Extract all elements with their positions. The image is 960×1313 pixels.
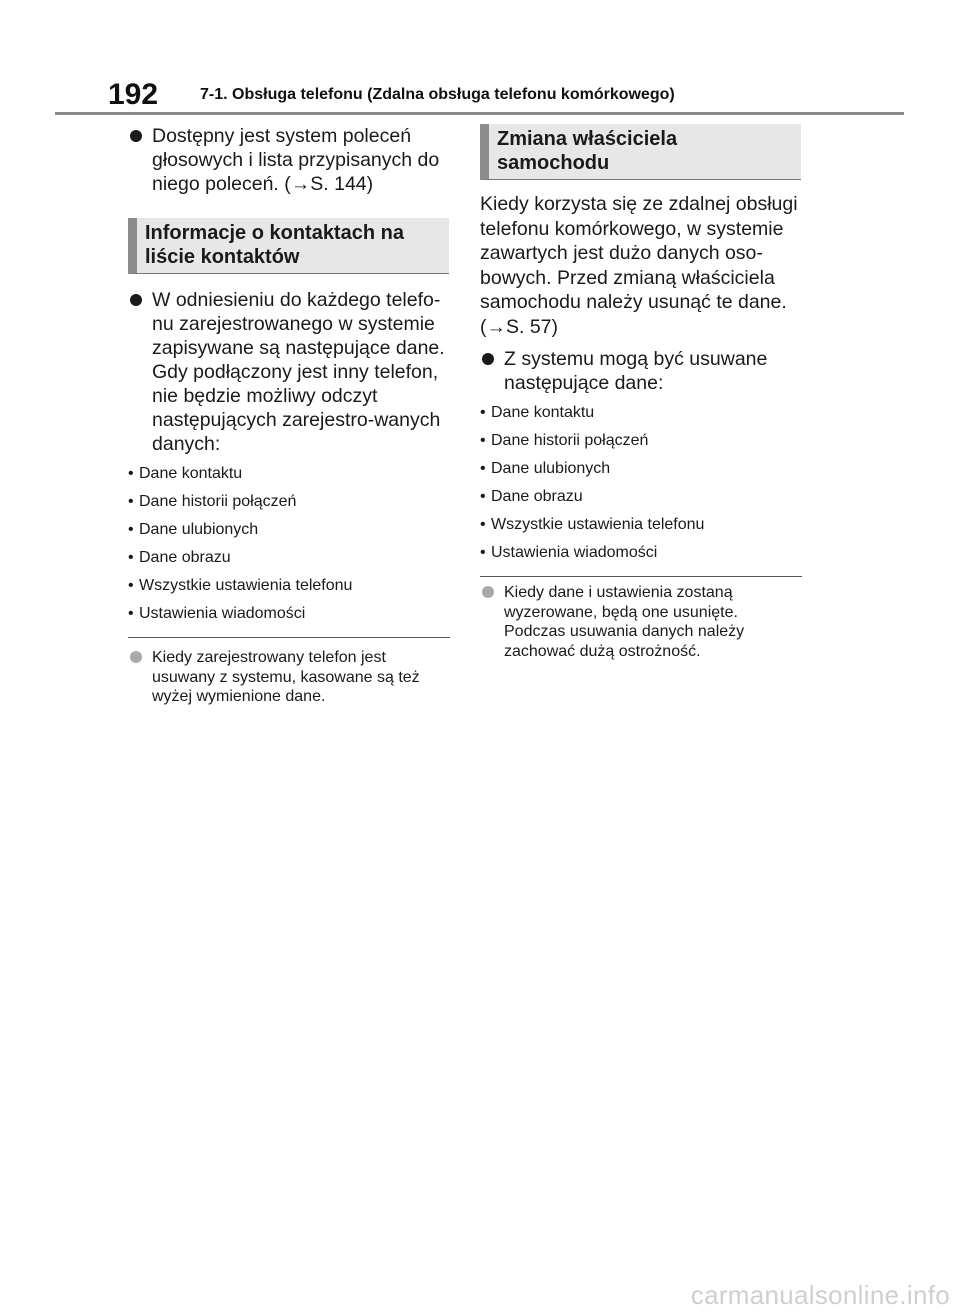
deletable-data-bullet-text: Z systemu mogą być usuwane następujące dane: bbox=[504, 348, 768, 394]
list-item: • Dane obrazu bbox=[128, 549, 231, 566]
list-item: • Dane kontaktu bbox=[128, 465, 243, 482]
list-item: • Wszystkie ustawienia telefonu bbox=[128, 577, 353, 594]
stored-data-bullet bbox=[128, 288, 450, 456]
stored-data-bullet-text: W odniesieniu do każdego telefo-nu zarejestrowanego w systemie zapisywane są następujące dane. Gdy podłączony jest inny telefon, nie będzie możliwy odczyt następujących zarejestro-wanych danych: bbox=[152, 289, 445, 455]
list-item: • Dane kontaktu bbox=[480, 404, 595, 421]
right-note-text: Kiedy dane i ustawienia zostaną wyzerowane, będą one usunięte. Podczas usuwania danych należy zachować dużą ostrożność. bbox=[504, 584, 745, 660]
heading-contacts-info bbox=[128, 218, 449, 274]
left-note-text: Kiedy zarejestrowany telefon jest usuwany z systemu, kasowane są też wyżej wymienione dane. bbox=[152, 649, 420, 705]
list-item: • Dane obrazu bbox=[480, 488, 583, 505]
right-note bbox=[480, 583, 794, 661]
list-item: • Dane ulubionych bbox=[128, 521, 259, 538]
heading-owner-change-text: Zmiana właściciela samochodu bbox=[497, 128, 678, 174]
list-item: • Dane historii połączeń bbox=[128, 493, 297, 510]
header-divider bbox=[55, 112, 904, 115]
deletable-data-bullet bbox=[480, 347, 802, 395]
watermark: carmanualsonline.info bbox=[690, 1280, 950, 1310]
note-divider bbox=[128, 637, 450, 638]
list-item: • Ustawienia wiadomości bbox=[128, 605, 306, 622]
note-divider bbox=[480, 576, 802, 577]
list-item: • Ustawienia wiadomości bbox=[480, 544, 658, 561]
page-number: 192 bbox=[108, 78, 159, 111]
bullet-dot-icon bbox=[130, 130, 142, 142]
note-dot-icon bbox=[482, 586, 494, 598]
bullet-dot-icon bbox=[482, 353, 494, 365]
right-column bbox=[480, 124, 802, 661]
page-header bbox=[0, 78, 960, 116]
owner-change-paragraph: Kiedy korzysta się ze zdalnej obsługi telefonu komórkowego, w systemie zawartych jest dużo danych oso-bowych. Przed zmianą właściciela samochodu należy usunąć te dane. (→S. 57) bbox=[480, 193, 798, 338]
list-item: • Wszystkie ustawienia telefonu bbox=[480, 516, 705, 533]
left-note bbox=[128, 648, 442, 707]
intro-bullet-text: Dostępny jest system poleceń głosowych i lista przypisanych do niego poleceń. (→S. 144) bbox=[152, 125, 440, 195]
heading-contacts-info-text: Informacje o kontaktach na liście kontaktów bbox=[145, 222, 404, 268]
bullet-dot-icon bbox=[130, 294, 142, 306]
left-column bbox=[128, 124, 450, 707]
heading-owner-change bbox=[480, 124, 801, 180]
section-title: 7-1. Obsługa telefonu (Zdalna obsługa telefonu komórkowego) bbox=[200, 86, 675, 103]
list-item: • Dane ulubionych bbox=[480, 460, 611, 477]
list-item: • Dane historii połączeń bbox=[480, 432, 649, 449]
note-dot-icon bbox=[130, 651, 142, 663]
right-data-list bbox=[480, 403, 802, 562]
left-data-list bbox=[128, 464, 450, 623]
intro-bullet bbox=[128, 124, 452, 196]
